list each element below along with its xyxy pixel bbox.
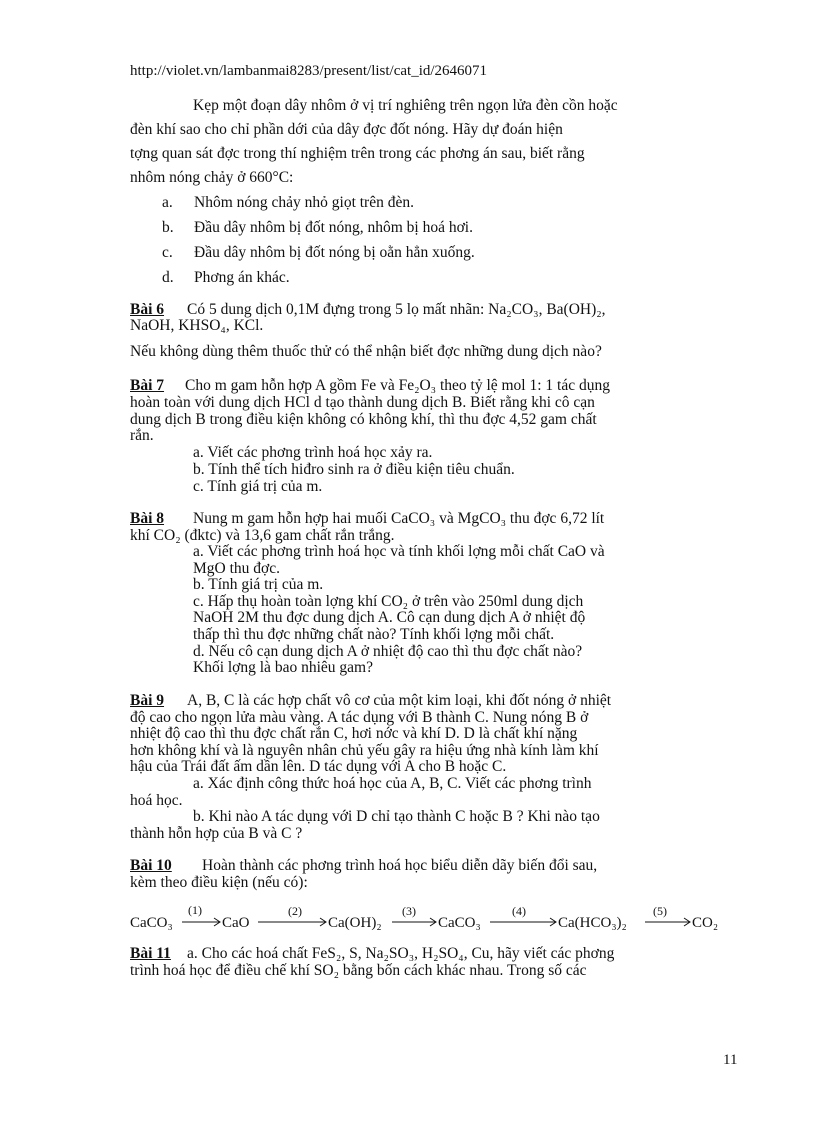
chain-species: Ca(HCO₃)₂ bbox=[558, 915, 627, 931]
exercise-7-item: a. Viết các phơng trình hoá học xảy ra. bbox=[193, 444, 433, 461]
exercise-11-line: a. Cho các hoá chất FeS₂, S, Na₂SO₃, H₂SO₄, Cu, hãy viết các phơng bbox=[187, 945, 615, 962]
chain-step-number: (5) bbox=[653, 904, 667, 918]
option-mark: b. bbox=[162, 219, 174, 236]
exercise-9-item: hoá học. bbox=[130, 792, 183, 809]
intro-line: nhôm nóng chảy ở 660°C: bbox=[130, 169, 294, 186]
chain-step-number: (2) bbox=[288, 904, 302, 918]
exercise-9-line: hậu của Trái đất ấm dần lên. D tác dụng với A cho B hoặc C. bbox=[130, 758, 507, 775]
exercise-7-line: hoàn toàn với dung dịch HCl d tạo thành dung dịch B. Biết rằng khi cô cạn bbox=[130, 394, 595, 411]
exercise-8-item: thấp thì thu đợc những chất nào? Tính khối lợng mỗi chất. bbox=[193, 626, 555, 643]
option-mark: a. bbox=[162, 194, 173, 211]
exercise-11-label: Bài 11 bbox=[130, 945, 171, 962]
reaction-chain-diagram bbox=[130, 902, 730, 936]
exercise-9-item: b. Khi nào A tác dụng với D chỉ tạo thành C hoặc B ? Khi nào tạo bbox=[193, 808, 600, 825]
exercise-8-item: NaOH 2M thu đợc dung dịch A. Cô cạn dung dịch A ở nhiệt độ bbox=[193, 609, 586, 626]
exercise-8-item: a. Viết các phơng trình hoá học và tính khối lợng mỗi chất CaO và bbox=[193, 543, 605, 560]
exercise-6-label: Bài 6 bbox=[130, 301, 165, 318]
chain-step-number: (3) bbox=[402, 904, 416, 918]
exercise-7-item: b. Tính thể tích hiđro sinh ra ở điều kiện tiêu chuẩn. bbox=[193, 461, 515, 478]
exercise-11-line: trình hoá học để điều chế khí SO₂ bằng bốn cách khác nhau. Trong số các bbox=[130, 962, 587, 979]
intro-line: tợng quan sát đợc trong thí nghiệm trên trong các phơng án sau, biết rằng bbox=[130, 145, 585, 162]
exercise-9-item: thành hỗn hợp của B và C ? bbox=[130, 825, 303, 842]
exercise-9-item: a. Xác định công thức hoá học của A, B, C. Viết các phơng trình bbox=[193, 775, 592, 792]
option-text: Đầu dây nhôm bị đốt nóng, nhôm bị hoá hơi. bbox=[194, 219, 473, 236]
chain-species: CO₂ bbox=[692, 915, 719, 931]
intro-line: đèn khí sao cho chỉ phần dới của dây đợc đốt nóng. Hãy dự đoán hiện bbox=[130, 121, 563, 138]
exercise-8-label: Bài 8 bbox=[130, 510, 165, 527]
exercise-8-item: c. Hấp thụ hoàn toàn lợng khí CO₂ ở trên vào 250ml dung dịch bbox=[193, 593, 584, 610]
chain-step-number: (1) bbox=[188, 903, 202, 917]
exercise-7-line: rắn. bbox=[130, 427, 154, 444]
option-text: Đầu dây nhôm bị đốt nóng bị oằn hẳn xuống. bbox=[194, 244, 475, 261]
exercise-9-line: A, B, C là các hợp chất vô cơ của một kim loại, khi đốt nóng ở nhiệt bbox=[187, 692, 612, 709]
exercise-10-line: Hoàn thành các phơng trình hoá học biểu diễn dãy biến đổi sau, bbox=[202, 857, 598, 874]
exercise-8-line: Nung m gam hỗn hợp hai muối CaCO₃ và MgCO₃ thu đợc 6,72 lít bbox=[193, 510, 605, 527]
exercise-8-item: Khối lợng là bao nhiêu gam? bbox=[193, 659, 373, 676]
exercise-10-line: kèm theo điều kiện (nếu có): bbox=[130, 874, 308, 891]
chain-species: CaO bbox=[222, 915, 250, 931]
source-url: http://violet.vn/lambanmai8283/present/list/cat_id/2646071 bbox=[130, 63, 488, 79]
exercise-6-line: NaOH, KHSO₄, KCl. bbox=[130, 317, 264, 334]
chain-step-number: (4) bbox=[512, 904, 526, 918]
exercise-7-line: dung dịch B trong điều kiện không có không khí, thì thu đợc 4,52 gam chất bbox=[130, 411, 597, 428]
intro-line: Kẹp một đoạn dây nhôm ở vị trí nghiêng trên ngọn lửa đèn cồn hoặc bbox=[193, 97, 618, 114]
exercise-7-label: Bài 7 bbox=[130, 377, 165, 394]
exercise-9-line: hơn không khí và là nguyên nhân chủ yếu gây ra hiệu ứng nhà kính làm khí bbox=[130, 742, 599, 759]
exercise-6-line: Có 5 dung dịch 0,1M đựng trong 5 lọ mất nhãn: Na₂CO₃, Ba(OH)₂, bbox=[187, 301, 606, 318]
exercise-9-label: Bài 9 bbox=[130, 692, 165, 709]
chain-species: Ca(OH)₂ bbox=[328, 915, 382, 931]
exercise-7-item: c. Tính giá trị của m. bbox=[193, 478, 323, 495]
chain-species: CaCO₃ bbox=[438, 915, 481, 931]
option-text: Phơng án khác. bbox=[194, 269, 290, 286]
exercise-9-line: độ cao cho ngọn lửa màu vàng. A tác dụng với B thành C. Nung nóng B ở bbox=[130, 709, 589, 726]
exercise-10-label: Bài 10 bbox=[130, 857, 172, 874]
exercise-7-line: Cho m gam hỗn hợp A gồm Fe và Fe₂O₃ theo tỷ lệ mol 1: 1 tác dụng bbox=[185, 377, 610, 394]
page-number: 11 bbox=[723, 1052, 738, 1068]
exercise-8-line: khí CO₂ (đktc) và 13,6 gam chất rắn trắng. bbox=[130, 527, 395, 544]
exercise-6-question: Nếu không dùng thêm thuốc thử có thể nhận biết đợc những dung dịch nào? bbox=[130, 343, 602, 360]
option-text: Nhôm nóng chảy nhỏ giọt trên đèn. bbox=[194, 194, 414, 211]
option-mark: d. bbox=[162, 269, 174, 286]
exercise-9-line: nhiệt độ cao thì thu đợc chất rắn C, hơi nớc và khí D. D là chất khí nặng bbox=[130, 725, 578, 742]
exercise-8-item: d. Nếu cô cạn dung dịch A ở nhiệt độ cao thì thu đợc chất nào? bbox=[193, 643, 583, 660]
exercise-8-item: MgO thu đợc. bbox=[193, 560, 280, 577]
option-mark: c. bbox=[162, 244, 173, 261]
exercise-8-item: b. Tính giá trị của m. bbox=[193, 576, 324, 593]
chain-species: CaCO₃ bbox=[130, 915, 173, 931]
